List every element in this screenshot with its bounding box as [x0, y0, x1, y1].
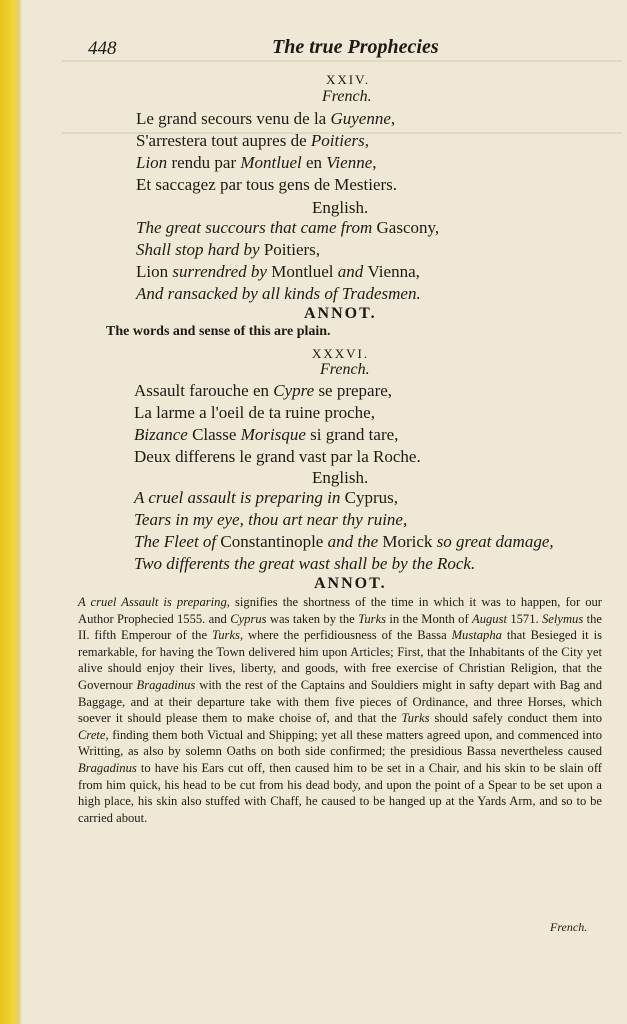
annotation-text: The words and sense of this are plain. — [106, 324, 331, 339]
running-title: The true Prophecies — [272, 36, 439, 58]
verse-line: S'arrestera tout aupres de Poitiers, — [136, 131, 369, 150]
verse-line: Bizance Classe Morisque si grand tare, — [134, 425, 399, 444]
verse-line: Lion rendu par Montluel en Vienne, — [136, 153, 377, 172]
verse-line: Et saccagez par tous gens de Mestiers. — [136, 175, 398, 194]
book-page — [22, 0, 627, 1024]
french-label: French. — [320, 361, 370, 378]
verse-line: Tears in my eye, thou art near thy ruine, — [134, 510, 408, 529]
french-label: French. — [322, 88, 372, 105]
verse-line: And ransacked by all kinds of Tradesmen. — [136, 284, 421, 303]
verse-line: Le grand secours venu de la Guyenne, — [136, 109, 396, 128]
verse-line: The Fleet of Constantinople and the Morick so great damage, — [134, 532, 554, 551]
quatrain-number: XXIV. — [326, 72, 371, 87]
verse-line: Shall stop hard by Poitiers, — [136, 240, 321, 259]
verse-line: La larme a l'oeil de ta ruine proche, — [134, 403, 375, 422]
english-verse — [136, 217, 439, 305]
verse-line: Two differents the great wast shall be by the Rock. — [134, 554, 476, 573]
english-label: English. — [312, 468, 369, 487]
commentary-paragraph: A cruel Assault is preparing, signifies the shortness of the time in which it was to happen, for our Author Prophecied 1555. and Cyprus was taken by the Turks in the Month of August 1571. Selymus the II. fifth Emperour of the Turks, where the perfidiousness of the Bassa Mustapha that Besieged it is remarkable, for having the Town delivered him upon Articles; First, that the Inhabitants of the City yet alive should enjoy their lives, liberty, and goods, with free exercise of Christian Religion, that the Governour Bragadinus with the rest of the Captains and Souldiers might in safty depart with Bag and Baggage, and at their departure take with them five pieces of Ordinance, and three Horses, which soever it should please them to make choise of, and that the Turks should safely conduct them into Crete, finding them both Victual and Shipping; yet all these matters agreed upon, and commenced into Writting, as also by solemn Oaths on both side confirmed; the presidious Bassa nevertheless caused Bragadinus to have his Ears cut off, then caused him to be set in a Chair, and his skin to be slain off from him quick, his head to be cut from his dead body, and upon the point of a Spear to be set upon a high place, his skin also stuffed with Chaff, he caused to be hanged up at the Yards Arm, and so to be carried about. — [78, 595, 602, 825]
page-number: 448 — [88, 38, 117, 59]
verse-line: The great succours that came from Gascony, — [136, 218, 440, 237]
french-verse — [134, 380, 421, 468]
verse-line: Assault farouche en Cypre se prepare, — [134, 381, 393, 400]
english-label: English. — [312, 198, 369, 217]
yellow-page-edge — [0, 0, 22, 1024]
english-verse — [134, 487, 554, 575]
french-verse — [136, 108, 397, 196]
annotation-heading: ANNOT. — [304, 305, 377, 322]
catchword: French. — [550, 920, 588, 934]
verse-line: A cruel assault is preparing in Cyprus, — [134, 488, 398, 507]
annotation-heading: ANNOT. — [314, 575, 387, 592]
verse-line: Deux differens le grand vast par la Roche. — [134, 447, 421, 466]
quatrain-number: XXXVI. — [312, 346, 370, 361]
verse-line: Lion surrendred by Montluel and Vienna, — [136, 262, 420, 281]
